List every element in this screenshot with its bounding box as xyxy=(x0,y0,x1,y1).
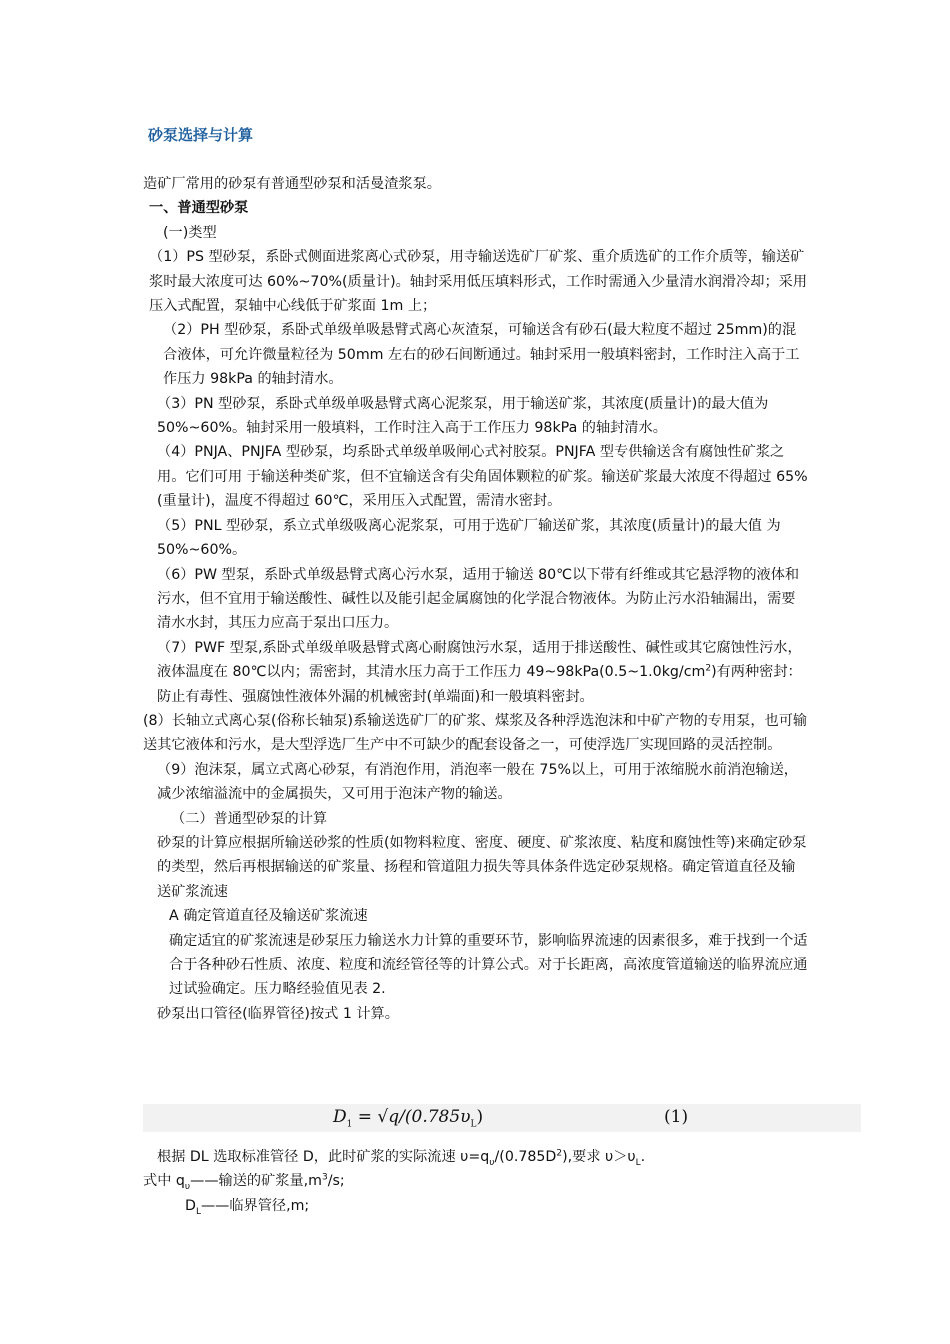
definition-dl xyxy=(143,1194,823,1218)
section-heading-ordinary-pump: 一、普通型砂泵 xyxy=(149,200,249,217)
paragraph-formula-reference: 砂泵出口管径(临界管径)按式 1 计算。 xyxy=(157,1005,399,1022)
paragraph-pnl-pump: （5）PNL 型砂泵，系立式单级吸离心泥浆泵，可用于选矿厂输送矿浆，其浓度(质量计)的最大值 为 50%~60%。 xyxy=(157,517,781,559)
formula-1 xyxy=(333,1107,484,1130)
paragraph-ps-pump: （1）PS 型砂泵，系卧式侧面进浆离心式砂泵，用寺输送选矿厂矿浆、重介质选矿的工作介质等，输送矿浆时最大浓度可达 60%~70%(质量计)。轴封采用低压填料形式，工作时需通入少量清水润滑冷却；采用压入式配置，泵轴中心线低于矿浆面 1m 上； xyxy=(149,249,808,315)
formula-close: ) xyxy=(476,1107,484,1127)
dl-pre: D xyxy=(185,1197,196,1214)
paragraph-pwf-pump xyxy=(143,636,808,709)
pwf-superscript: 2 xyxy=(705,663,712,674)
qv-sub: υ xyxy=(184,1182,191,1193)
velocity-sub2: L xyxy=(635,1157,641,1168)
paragraph-long-shaft-pump: (8）长轴立式离心泵(俗称长轴泵)系输送选矿厂的矿浆、煤浆及各种浮选泡沫和中矿产物的专用泵，也可输送其它液体和污水，是大型浮选厂生产中不可缺少的配套设备之一，可使浮选厂实现回路的灵活控制。 xyxy=(143,712,808,754)
paragraph-foam-pump: （9）泡沫泵，属立式离心砂泵，有消泡作用，消泡率一般在 75%以上，可用于浓缩脱水前消泡输送，减少浓缩溢流中的金属损失，又可用于泡沫产物的输送。 xyxy=(157,761,798,803)
formula-background xyxy=(143,1104,861,1132)
paragraph-pnja-pump: （4）PNJA、PNJFA 型砂泵，均系卧式单级单吸闸心式衬胶泵。PNJFA 型专供输送含有腐蚀性矿浆之用。它们可用 于输送种类矿浆，但不宜输送含有尖角固体颗粒的矿浆。输送矿浆最大浓度不得超过 65%(重量计)，温度不得超过 60℃，采用压入式配置，需清水密封。 xyxy=(157,444,808,510)
subsection-calculation: （二）普通型砂泵的计算 xyxy=(171,810,328,827)
formula-d-subscript: 1 xyxy=(346,1119,353,1130)
formula-explanation xyxy=(143,1145,823,1218)
paragraph-actual-velocity xyxy=(143,1145,823,1169)
document-title: 砂泵选择与计算 xyxy=(148,126,254,144)
body-text xyxy=(143,172,808,1026)
velocity-text-mid: /(0.785D xyxy=(494,1149,557,1165)
velocity-sub1: υ xyxy=(489,1157,495,1168)
qv-pre: 式中 q xyxy=(143,1173,185,1190)
velocity-sup: 2 xyxy=(556,1148,563,1159)
dl-end: ——临界管径,m; xyxy=(200,1197,310,1214)
qv-sup: 3 xyxy=(321,1172,328,1183)
qv-mid: ——输送的矿浆量,m xyxy=(190,1173,322,1190)
velocity-text-pre: 根据 DL 选取标准管径 D，此时矿浆的实际流速 υ=q xyxy=(157,1149,490,1165)
formula-number: (1) xyxy=(664,1107,689,1127)
formula-rhs: = √q/(0.785υ xyxy=(357,1107,471,1127)
dl-sub: L xyxy=(195,1206,201,1217)
formula-d: D xyxy=(333,1107,347,1127)
subsection-a-pipe-diameter: A 确定管道直径及输送矿浆流速 xyxy=(169,908,368,925)
pwf-text-part2: 49~98kPa(0.5~1.0kg/cm xyxy=(526,664,706,681)
paragraph-ph-pump: （2）PH 型砂泵，系卧式单级单吸悬臂式离心灰渣泵，可输送含有砂石(最大粒度不超过 25mm)的混合液体，可允许微量粒径为 50mm 左右的砂石间断通过。轴封采用一般填料密封，工作时注入高于工作压力 98kPa 的轴封清水。 xyxy=(163,322,800,388)
velocity-text-end: . xyxy=(640,1149,646,1165)
pwf-text-part3: )有两种密封：防止有毒性、强腐蚀性液体外漏的机械密封(单端面)和一般填料密封。 xyxy=(157,664,802,705)
paragraph-calculation-intro: 砂泵的计算应根据所输送砂浆的性质(如物料粒度、密度、硬度、矿浆浓度、粘度和腐蚀性等)来确定砂泵的类型，然后再根据输送的矿浆量、扬程和管道阻力损失等具体条件选定砂泵规格。确定管道直径及输送矿浆流速 xyxy=(157,834,807,900)
subsection-types: (一)类型 xyxy=(163,224,217,241)
intro-paragraph: 造矿厂常用的砂泵有普通型砂泵和活曼渣浆泵。 xyxy=(143,176,441,192)
paragraph-pw-pump: （6）PW 型泵，系卧式单级悬臂式离心污水泵，适用于输送 80℃以下带有纤维或其它悬浮物的液体和污水，但不宜用于输送酸性、碱性以及能引起金属腐蚀的化学混合物液体。为防止污水沿轴漏出，需要清水水封，其压力应高于泵出口压力。 xyxy=(157,566,800,632)
pwf-text-part1: （7）PWF 型泵,系卧式单级单吸悬臂式离心耐腐蚀污水泵，适用于排送酸性、碱性或其它腐蚀性污水，液体温度在 80℃以内；需密封，其清水压力高于工作压力 xyxy=(157,639,802,681)
formula-rhs-subscript: L xyxy=(470,1119,477,1130)
velocity-text-mid2: ),要求 υ＞υ xyxy=(562,1149,636,1165)
paragraph-pn-pump: （3）PN 型砂泵，系卧式单级单吸悬臂式离心泥浆泵，用于输送矿浆，其浓度(质量计)的最大值为 50%~60%。轴封采用一般填料，工作时注入高于工作压力 98kPa 的轴封清水。 xyxy=(157,395,769,437)
definition-qv xyxy=(143,1169,823,1193)
paragraph-critical-velocity: 确定适宜的矿浆流速是砂泵压力输送水力计算的重要环节，影响临界流速的因素很多，难于找到一个适合于各种砂石性质、浓度、粒度和流经管径等的计算公式。对于长距离，高浓度管道输送的临界流应通过试验确定。压力略经验值见表 2. xyxy=(169,932,808,998)
qv-end: /s; xyxy=(327,1173,345,1190)
